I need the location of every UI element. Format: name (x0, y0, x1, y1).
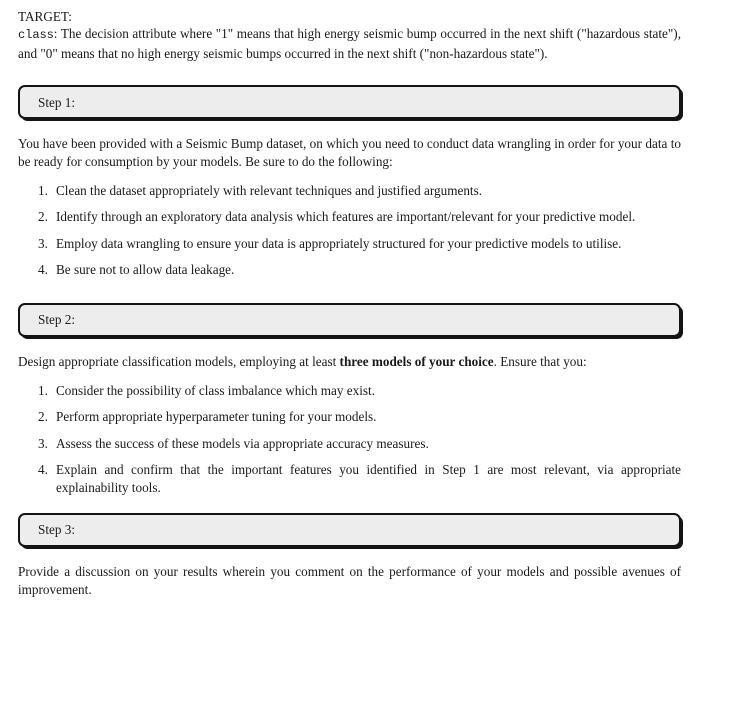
step-2-intro (18, 353, 681, 370)
list-item (18, 382, 681, 399)
list-item-text: Assess the success of these models via appropriate accuracy measures. (56, 435, 429, 451)
list-item-text: Consider the possibility of class imbalance which may exist. (56, 383, 376, 399)
list-item-number: 4. (38, 262, 48, 278)
step-1-label: Step 1: (38, 94, 75, 110)
step-2-list (18, 382, 681, 496)
step-2-intro-after-bold: . Ensure that you: (493, 353, 587, 369)
step-2-box (18, 303, 681, 337)
list-item-text: Identify through an exploratory data analysis which features are important/relevant for your predictive model. (56, 209, 636, 225)
list-item (18, 261, 681, 278)
list-item-number: 2. (38, 209, 48, 225)
step-3-label: Step 3: (38, 522, 75, 538)
step-1-list (18, 182, 681, 279)
list-item (18, 208, 681, 225)
document-content (18, 8, 681, 598)
step-1-intro: You have been provided with a Seismic Bump dataset, on which you need to conduct data wrangling in order for your data to be ready for consumption by your models. Be sure to do the following: (18, 136, 681, 169)
list-item (18, 182, 681, 199)
class-attribute-name: class (18, 28, 54, 43)
step-2-label: Step 2: (38, 311, 75, 327)
list-item-number: 4. (38, 462, 48, 478)
list-item-number: 1. (38, 183, 48, 199)
class-attribute-colon: : (53, 26, 58, 42)
list-item (18, 461, 681, 496)
target-description-paragraph (18, 25, 681, 62)
list-item-text: Be sure not to allow data leakage. (56, 262, 235, 278)
step-3-box (18, 513, 681, 547)
target-label: TARGET: (18, 9, 72, 24)
step-2-intro-before-bold: Design appropriate classification models, employing at least (18, 353, 340, 369)
list-item-text: Explain and confirm that the important features you identified in Step 1 are most relevant, via appropriate explainability tools. (56, 462, 681, 495)
step-1-box (18, 85, 681, 119)
list-item-number: 3. (38, 435, 48, 451)
list-item-number: 2. (38, 409, 48, 425)
list-item (18, 408, 681, 425)
target-description-text: The decision attribute where "1" means that high energy seismic bump occurred in the next shift ("hazardous state"), and "0" means that no high energy seismic bumps occurred in the next shift ("non-hazardous state"). (18, 26, 681, 61)
step-2-intro-emphasis: three models of your choice (339, 353, 494, 369)
list-item (18, 235, 681, 252)
list-item-number: 1. (38, 383, 48, 399)
list-item-text: Clean the dataset appropriately with relevant techniques and justified arguments. (56, 183, 483, 199)
list-item-text: Employ data wrangling to ensure your data is appropriately structured for your predictive models to utilise. (56, 235, 622, 251)
list-item-number: 3. (38, 235, 48, 251)
list-item (18, 435, 681, 452)
list-item-text: Perform appropriate hyperparameter tuning for your models. (56, 409, 377, 425)
step-3-intro: Provide a discussion on your results wherein you comment on the performance of your models and possible avenues of improvement. (18, 564, 681, 597)
